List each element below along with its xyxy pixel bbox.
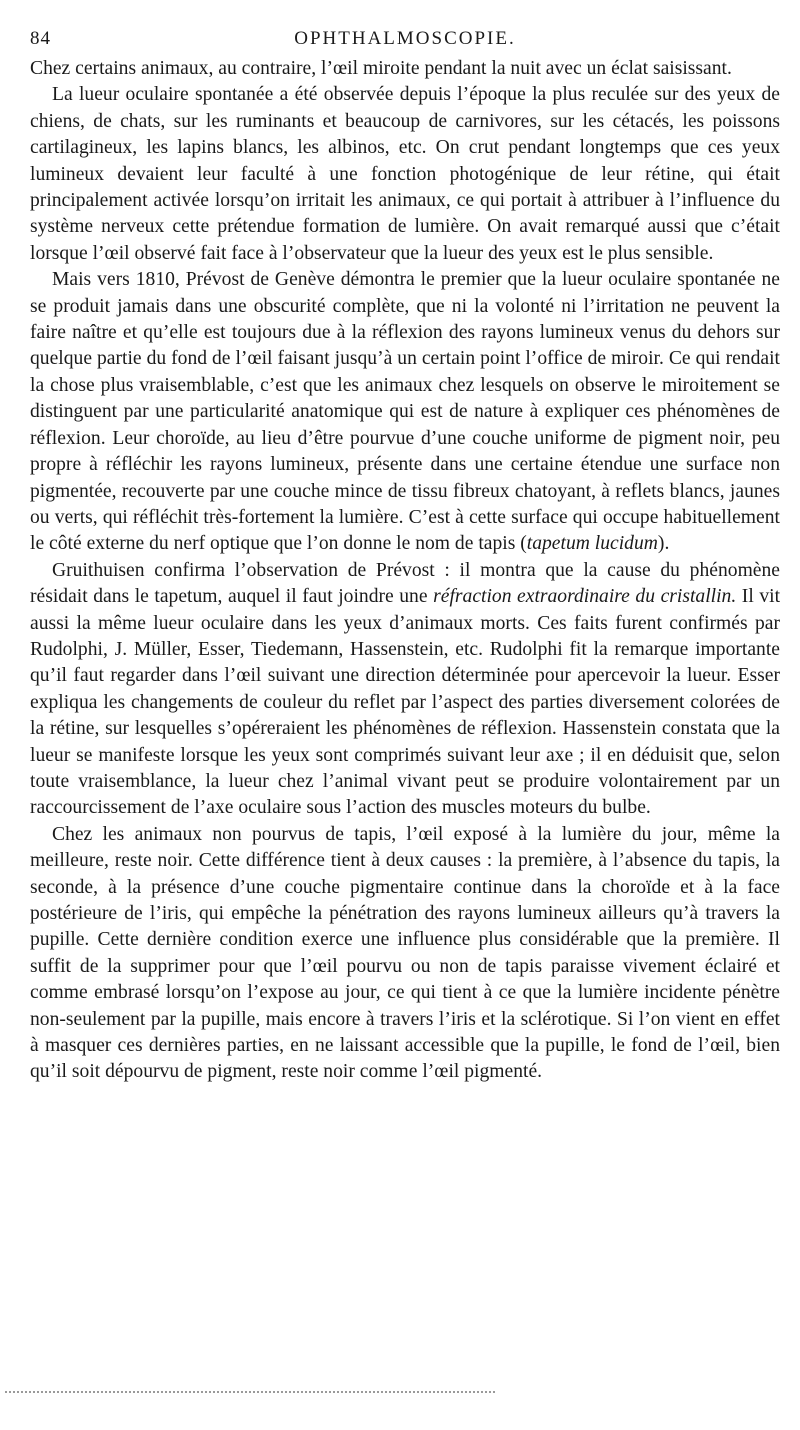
paragraph-text: ). <box>657 533 670 555</box>
paragraph-1 <box>30 56 780 82</box>
book-page <box>30 28 780 1086</box>
paragraph-text: Chez les animaux non pourvus de tapis, l’œil exposé à la lumière du jour, même la meilleure, reste noir. Cette différence tient à deux causes : la première, à l’absence du tapis, la seconde, à la présence d’une couche pigmentaire continue dans la choroïde et à la face postérieure de l’iris, qui empêche la pénétration des rayons lumineux ailleurs qu’à travers la pupille. Cette dernière condition exerce une influence plus considérable que la première. Il suffit de la supprimer pour que l’œil pourvu ou non de tapis paraisse vivement éclairé et comme embrasé lorsqu’on l’expose au jour, ce qui tient à ce que la lumière incidente pénètre non-seulement par la pupille, mais encore à travers l’iris et la sclérotique. Si l’on vient en effet à masquer ces dernières parties, en ne laissant accessible que la pupille, le fond de l’œil, bien qu’il soit dépourvu de pigment, reste noir comme l’œil pigmenté. <box>30 823 780 1083</box>
running-title: OPHTHALMOSCOPIE. <box>294 28 516 49</box>
italic-text: tapetum lucidum <box>526 533 658 555</box>
paragraph-text: Mais vers 1810, Prévost de Genève démontra le premier que la lueur oculaire spontanée ne se produit jamais dans une obscurité complète, que ni la volonté ni l’irritation ne peuvent la faire naître et qu’elle est toujours due à la réflexion des rayons lumineux venus du dehors sur quelque partie du fond de l’œil faisant jusqu’à un certain point l’office de miroir. Ce qui rendait la chose plus vraisemblable, c’est que les animaux chez lesquels on observe le miroitement se distinguent par une particularité anatomique qui est de nature à expliquer ces phénomènes de réflexion. Leur choroïde, au lieu d’être pourvue d’une couche uniforme de pigment noir, peu propre à réfléchir les rayons lumineux, présente dans une certaine étendue une surface non pigmentée, recouverte par une couche mince de tissu fibreux chatoyant, à reflets blancs, jaunes ou verts, qui réfléchit très-fortement la lumière. C’est à cette surface qui occupe habituellement le côté externe du nerf optique que l’on donne le nom de tapis ( <box>30 269 780 555</box>
paragraph-text: La lueur oculaire spontanée a été observée depuis l’époque la plus reculée sur des yeux de chiens, de chats, sur les ruminants et beaucoup de carnivores, sur les cétacés, les poissons cartilagineux, les lapins blancs, les albinos, etc. On crut pendant longtemps que ces yeux lumineux devaient leur faculté à une fonction photogénique de leur rétine, qui était principalement activée lorsqu’on irritait les animaux, ce qui portait à attribuer à l’influence du système nerveux cette prétendue formation de lumière. On avait remarqué aussi que c’était lorsque l’œil observé fait face à l’observateur que la lueur des yeux est le plus sensible. <box>30 84 780 264</box>
italic-text: réfraction extraordinaire du cristallin. <box>433 586 737 608</box>
page-number: 84 <box>30 28 51 49</box>
paragraph-4 <box>30 558 780 822</box>
body-text <box>30 56 780 1086</box>
paragraph-text: Il vit aussi la même lueur oculaire dans les yeux d’animaux morts. Ces faits furent confirmés par Rudolphi, J. Müller, Esser, Tiedemann, Hassenstein, etc. Rudolphi fit la remarque importante qu’il faut regarder dans l’œil suivant une direction déterminée pour apercevoir la lueur. Esser expliqua les changements de couleur du reflet par l’aspect des parties diversement colorées de la rétine, sur lesquelles s’opéreraient les phénomènes de réflexion. Hassenstein constata que la lueur se manifeste lorsque les yeux sont comprimés suivant leur axe ; il en déduisit que, selon toute vraisemblance, la lueur chez l’animal vivant peut se produire volontairement par un raccourcissement de l’axe oculaire sous l’action des muscles moteurs du bulbe. <box>30 586 781 819</box>
paragraph-5 <box>30 822 780 1086</box>
footer-rule <box>5 1391 495 1393</box>
paragraph-text: Chez certains animaux, au contraire, l’œil miroite pendant la nuit avec un éclat saisissant. <box>30 58 732 79</box>
paragraph-2 <box>30 82 780 267</box>
paragraph-3 <box>30 267 780 557</box>
paragraph-text: Gruithuisen confirma l’observation de Prévost : il montra que la cause du phénomène résidait dans le tapetum, auquel il faut joindre une <box>30 559 780 608</box>
page-header <box>30 28 780 52</box>
